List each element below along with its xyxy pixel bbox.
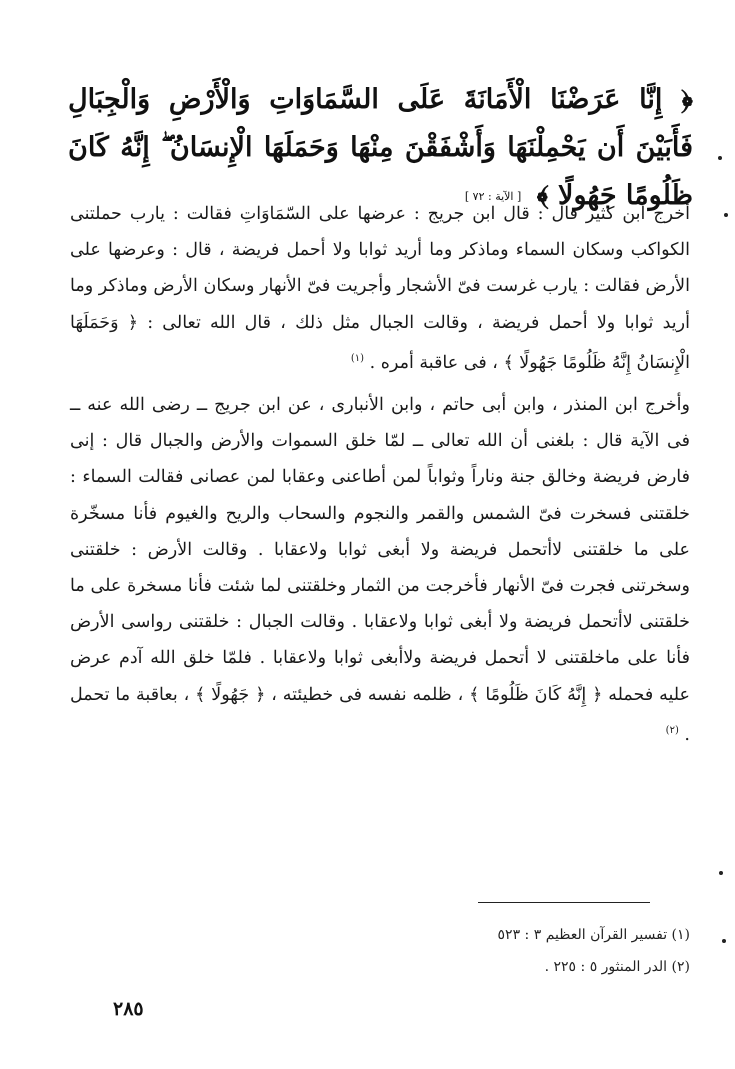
- scan-speck: [718, 156, 722, 160]
- paragraph-ibn-kathir: [70, 196, 690, 381]
- verse-reference: [ الآية : ٧٢ ]: [464, 189, 522, 203]
- scan-speck: [722, 939, 726, 943]
- footnote-mark: (١): [350, 352, 365, 364]
- footnote-mark: (٢): [665, 724, 679, 736]
- footnote-separator: [478, 902, 650, 903]
- paragraph-text: وأخرج ابن المنذر ، وابن أبى حاتم ، وابن الأنبارى ، عن ابن جريج ــ رضى الله عنه ــ فى الآية قال : بلغنى أن الله تعالى ــ لمّا خلق السموات والأرض والجبال قال : إنى فارض فريضة وخالق جنة وناراً وثواباً لمن أطاعنى وعقابا لمن عصانى فقالت السماء : خلقتنى فسخرت فىّ الشمس والقمر والنجوم والسحاب والريح والغيوم فأنا مسخّرة على ما خلقتنى لاأتحمل فريضة ولا أبغى ثوابا ولاعقابا . وقالت الأرض : خلقتنى وسخرتنى فجرت فىّ الأنهار فأخرجت من الثمار وخلقتنى لما شئت فأنا مسخرة على ما خلقتنى لاأتحمل فريضة ولا أبغى ثوابا ولاعقابا . وقالت الجبال : خلقتنى رواسى الأرض فأنا على ماخلقتنى لا أتحمل فريضة ولاأبغى ثوابا ولاعقابا . فلمّا خلق الله آدم عرض عليه فحمله ﴿ إِنَّهُ كَانَ ظَلُومًا ﴾ ، ظلمه نفسه فى خطيئته ، ﴿ جَهُولًا ﴾ ، بعاقبة ما تحمل .: [70, 395, 690, 745]
- page-number: ٢٨٥: [113, 998, 144, 1020]
- paragraph-ibn-al-mundhir: [70, 387, 690, 753]
- footnote-2: (٢) الدر المنثور ٥ : ٢٢٥ .: [544, 959, 690, 975]
- footnote-1: (١) تفسير القرآن العظيم ٣ : ٥٢٣: [497, 927, 690, 943]
- verse-text: ﴿ إِنَّا عَرَضْنَا الْأَمَانَةَ عَلَى السَّمَاوَاتِ وَالْأَرْضِ وَالْجِبَالِ فَأَبَيْنَ أَن يَحْمِلْنَهَا وَأَشْفَقْنَ مِنْهَا وَحَمَلَهَا الْإِنسَانُ ۖ إِنَّهُ كَانَ ظَلُومًا جَهُولًا ﴾: [68, 84, 693, 211]
- scan-speck: [724, 213, 728, 217]
- paragraph-text: أخرج ابن كثير قال : قال ابن جريج : عرضها على السّمَاوَاتِ فقالت : يارب حملتنى الكواكب وسكان السماء وماذكر وما أريد ثوابا ولا أحمل فريضة ، قال : وعرضها على الأرض فقالت : يارب غرست فىّ الأشجار وأجريت فىّ الأنهار وسكان الأرض وماذكر وما أريد ثوابا ولا أحمل فريضة ، وقالت الجبال مثل ذلك ، قال الله تعالى : ﴿ وَحَمَلَهَا الْإِنسَانُ إِنَّهُ ظَلُومًا جَهُولًا ﴾ ، فى عاقبة أمره .: [70, 204, 690, 373]
- scan-speck: [719, 871, 723, 875]
